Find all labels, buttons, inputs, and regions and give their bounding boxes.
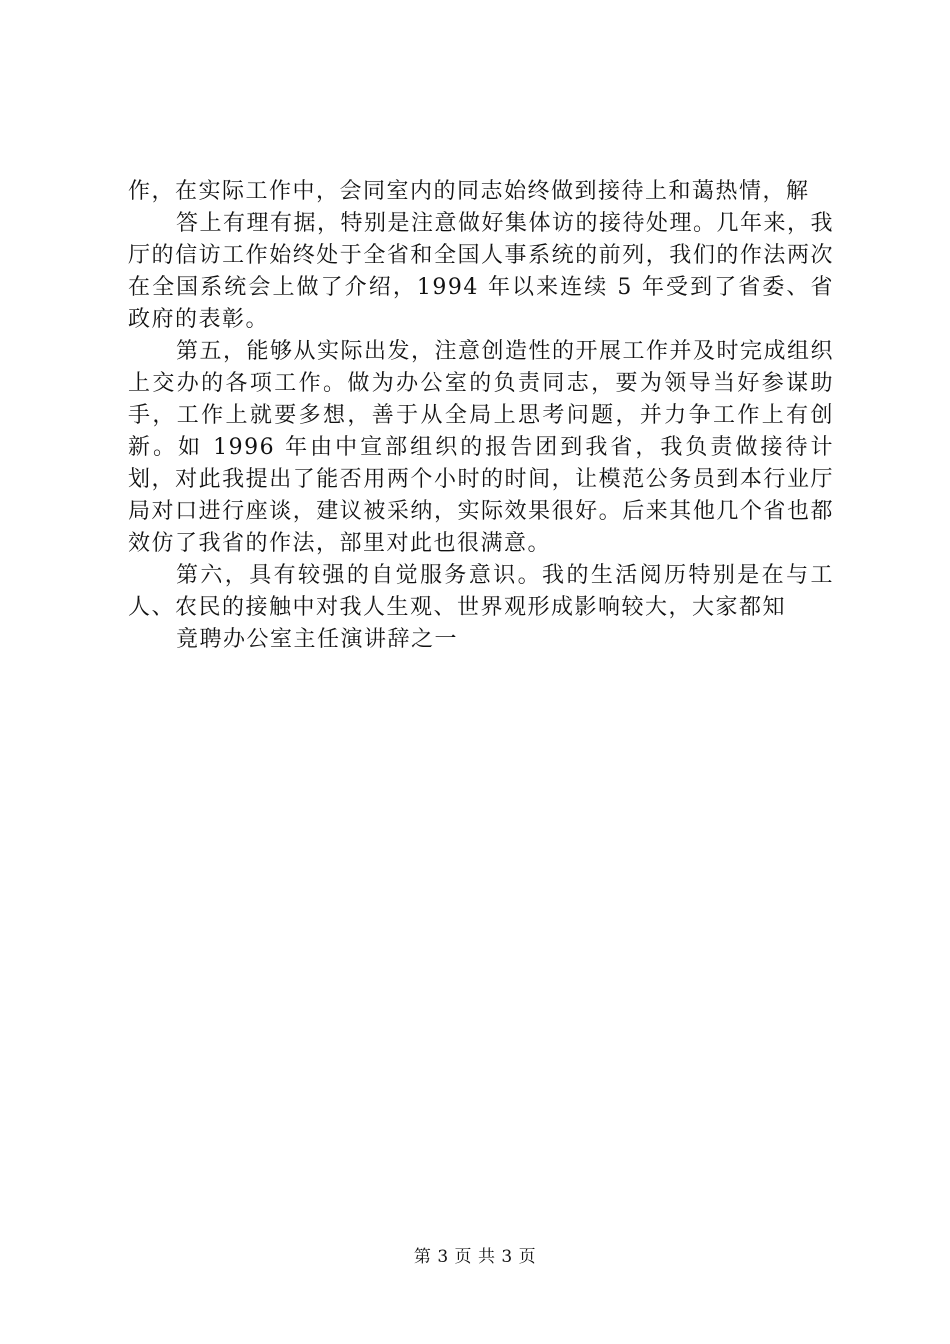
document-body <box>128 176 834 656</box>
paragraph-2: 答上有理有据，特别是注意做好集体访的接待处理。几年来，我厅的信访工作始终处于全省和全国人事系统的前列，我们的作法两次在全国系统会上做了介绍，1994 年以来连续 5 年受到了省委、省政府的表彰。 <box>128 211 835 332</box>
paragraph-1: 作，在实际工作中，会同室内的同志始终做到接待上和蔼热情，解 <box>128 179 810 204</box>
paragraph-3: 第五，能够从实际出发，注意创造性的开展工作并及时完成组织上交办的各项工作。做为办公室的负责同志，要为领导当好参谋助手，工作上就要多想，善于从全局上思考问题，并力争工作上有创新。如 1996 年由中宣部组织的报告团到我省，我负责做接待计划，对此我提出了能否用两个小时的时间，让模范公务员到本行业厅局对口进行座谈，建议被采纳，实际效果很好。后来其他几个省也都效仿了我省的作法，部里对此也很满意。 <box>128 339 835 556</box>
page-number-footer: 第 3 页 共 3 页 <box>413 1247 537 1267</box>
paragraph-5-title: 竟聘办公室主任演讲辞之一 <box>176 627 459 652</box>
paragraph-4: 第六，具有较强的自觉服务意识。我的生活阅历特别是在与工人、农民的接触中对我人生观、世界观形成影响较大，大家都知 <box>128 563 834 620</box>
